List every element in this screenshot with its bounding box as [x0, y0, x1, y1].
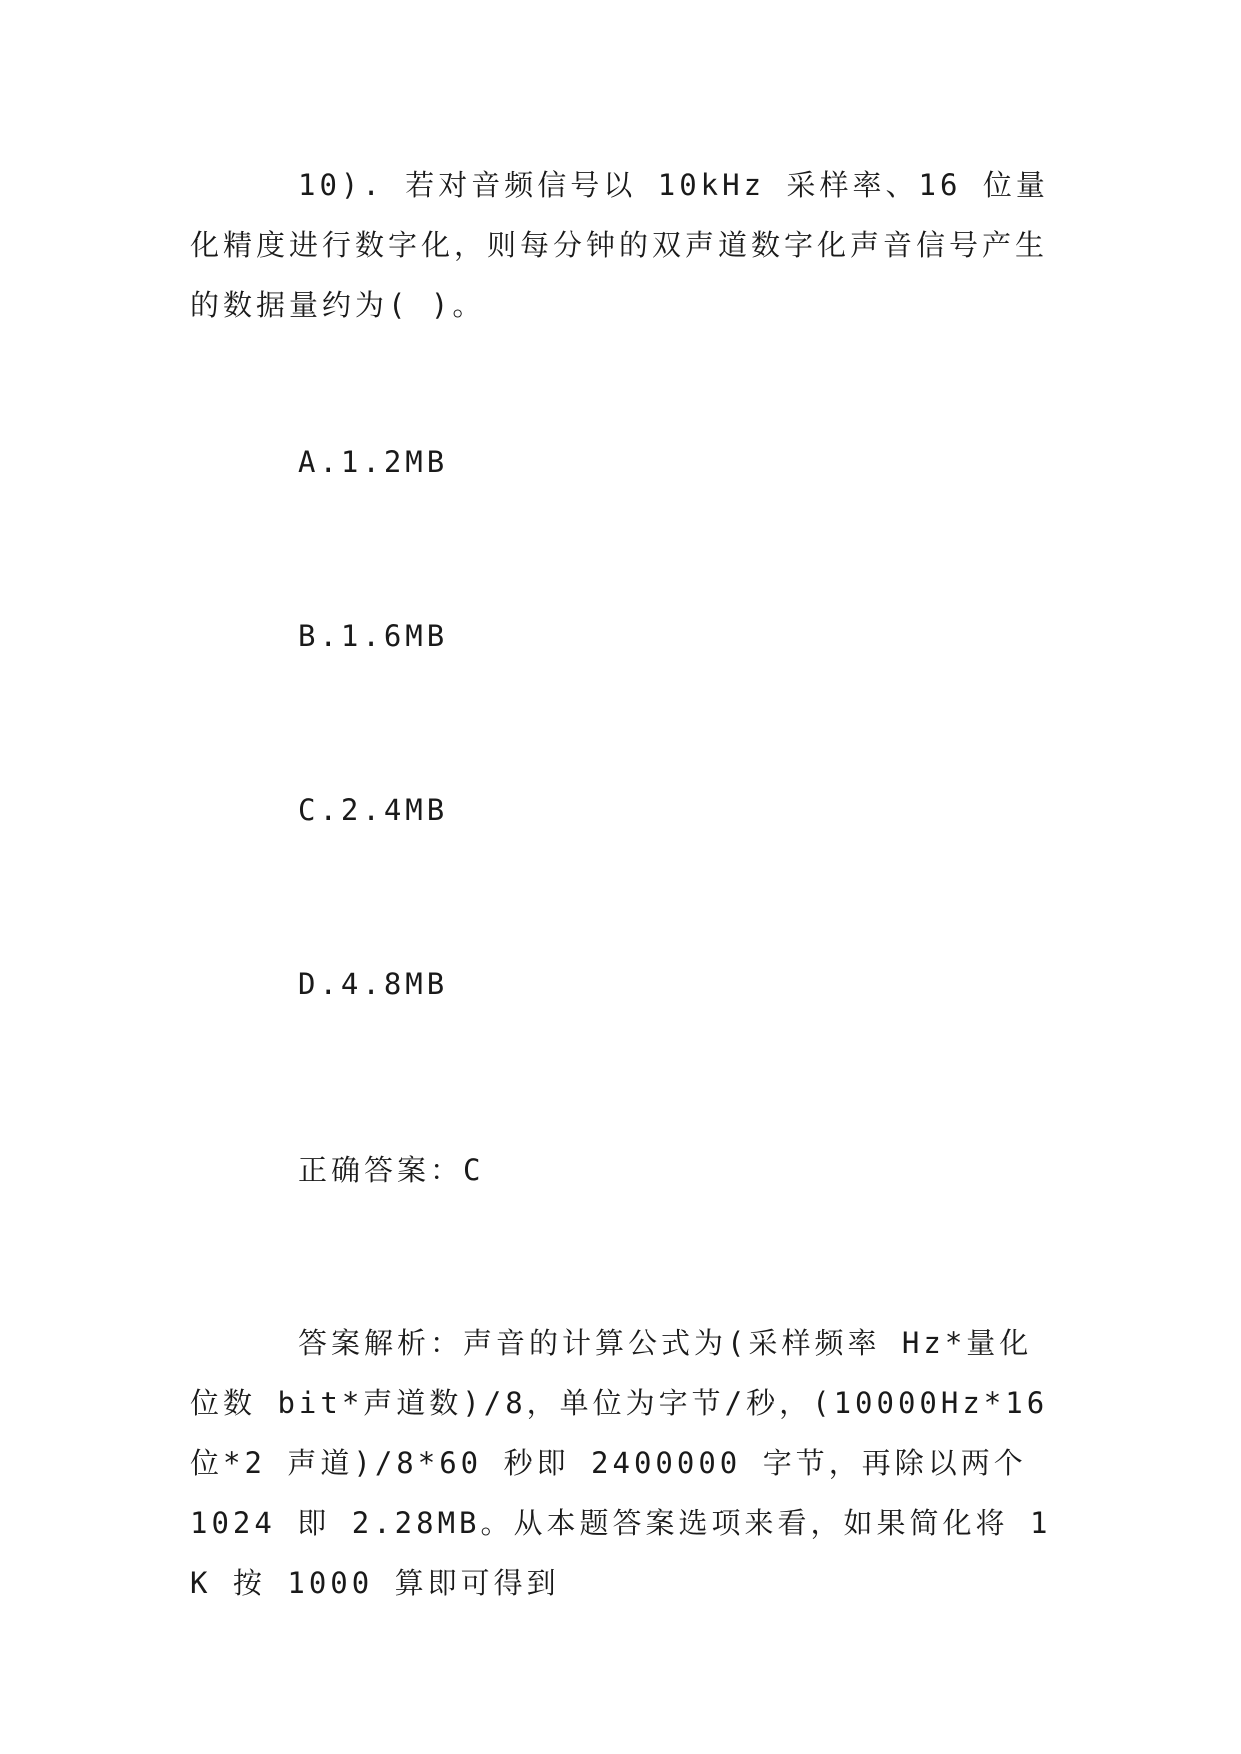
correct-answer: 正确答案：C	[298, 1153, 485, 1187]
option-b: B.1.6MB	[298, 619, 449, 653]
option-c: C.2.4MB	[298, 793, 449, 827]
question-paragraph	[190, 155, 1052, 335]
option-a: A.1.2MB	[298, 445, 449, 479]
option-d: D.4.8MB	[298, 967, 449, 1001]
explanation-text: 答案解析：声音的计算公式为(采样频率 Hz*量化位数 bit*声道数)/8，单位为字节/秒，(10000Hz*16 位*2 声道)/8*60 秒即 2400000 字节，再除以两个 1024 即 2.28MB。从本题答案选项来看，如果简化将 1K 按 1000 算即可得到	[190, 1326, 1052, 1600]
question-text: 10). 若对音频信号以 10kHz 采样率、16 位量化精度进行数字化，则每分钟的双声道数字化声音信号产生的数据量约为( )。	[190, 168, 1049, 322]
explanation-paragraph	[190, 1313, 1052, 1613]
